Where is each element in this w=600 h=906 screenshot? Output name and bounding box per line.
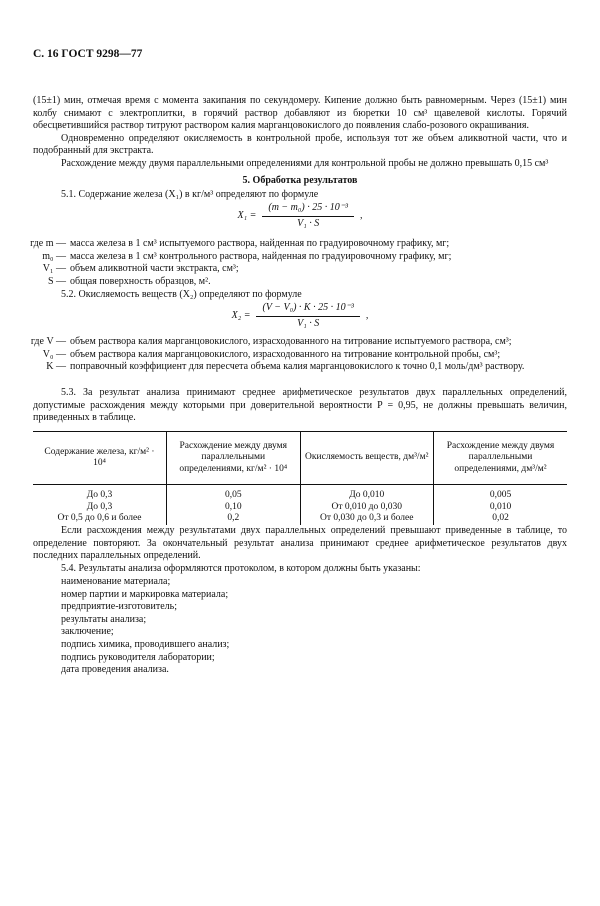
list-item: заключение; (61, 626, 114, 638)
formula-denominator: V₁ · S (297, 317, 320, 329)
def-term: m₀ — (42, 250, 66, 262)
formula-x2 (33, 302, 567, 330)
table-cell: 0,02 (434, 513, 568, 525)
paragraph: Расхождение между двумя параллельными определениями для контрольной пробы не должно превышать 0,15 см³ (61, 157, 549, 169)
formula-tail: , (365, 309, 369, 321)
table-row (33, 513, 567, 525)
table-cell: До 0,3 (86, 501, 113, 512)
intro-text (33, 95, 567, 171)
table-cell: 0,05 (167, 485, 301, 502)
protocol-list (33, 576, 595, 677)
tolerance-table (33, 431, 567, 525)
formula-numerator: (V − V₀) · K · 25 · 10⁻³ (256, 302, 359, 317)
def-term: где m — (30, 238, 66, 249)
def-term: V₀ — (42, 348, 66, 360)
def-text: объем раствора калия марганцовокислого, израсходованного на титрование испытуемого раствора, см³; (70, 336, 512, 347)
page-header: С. 16 ГОСТ 9298—77 (33, 48, 143, 60)
list-item: предприятие-изготовитель; (61, 601, 178, 613)
list-item: результаты анализа; (61, 613, 147, 625)
list-item: дата проведения анализа. (61, 664, 169, 676)
table-cell: От 0,5 до 0,6 и более (57, 513, 142, 523)
formula-lhs: X₁ = (237, 209, 257, 221)
table-row (33, 485, 567, 502)
table-cell: 0,2 (167, 513, 301, 525)
list-item: подпись химика, проводившего анализ; (61, 638, 230, 650)
list-item: наименование материала; (61, 576, 171, 587)
section-title: 5. Обработка результатов (242, 175, 358, 186)
table-cell: От 0,010 до 0,030 (300, 502, 434, 514)
def-text: общая поверхность образцов, м². (70, 275, 211, 287)
table-cell: До 0,3 (86, 490, 113, 500)
table-cell: До 0,010 (300, 485, 434, 502)
formula-tail: , (359, 209, 363, 221)
after-table-paragraph: Если расхождения между результатами двух параллельных определений превышают приведенные в таблице, то определение повторяют. За окончательный результат анализа принимают среднее арифметическое результатов двух последних параллельных определений. (33, 525, 567, 562)
table-header: Окисляемость веществ, дм³/м² (300, 432, 434, 485)
table-cell: 0,010 (434, 502, 568, 514)
table-header: Содержание железа, кг/м² · 10⁴ (33, 432, 167, 485)
def-text: масса железа в 1 см³ испытуемого раствора, найденная по градуировочному графику, мг; (70, 238, 450, 249)
def-term: V₁ — (42, 263, 66, 275)
formula-denominator: V₁ · S (297, 217, 320, 229)
paragraph: (15±1) мин, отмечая время с момента закипания по секундомеру. Кипение должно быть равномерным. Через (15±1) мин колбу снимают с электроплитки, в горячий раствор добавляют из бюретки 10 см³ щавелевой кислоты. Горячий обесцветившийся раствор титруют раствором калия марганцовокислого до появления слабо-розового окрашивания. (33, 95, 567, 132)
def-term: K — (46, 361, 66, 373)
def-text: объем раствора калия марганцовокислого, израсходованного на титрование контрольной пробы, см³; (70, 348, 501, 360)
definitions-2 (22, 336, 567, 374)
def-term: где V — (30, 336, 66, 347)
table-header: Расхождение между двумя параллельными определениями, кг/м² · 10⁴ (167, 432, 301, 485)
formula-lhs: X₂ = (231, 309, 251, 321)
formula-x1 (33, 202, 567, 230)
clause-5-2: 5.2. Окисляемость веществ (X₂) определяют по формуле (61, 289, 302, 300)
def-text: объем аликвотной части экстракта, см³; (70, 263, 239, 275)
clause-5-3: 5.3. За результат анализа принимают среднее арифметическое результатов двух параллельных определений, допустимые расхождения между которыми при доверительной вероятности P = 0,95, не должны превышать величин, приведенных в таблице. (33, 387, 567, 424)
def-text: масса железа в 1 см³ контрольного раствора, найденная по градуировочному графику, мг; (70, 250, 452, 262)
def-term: S — (47, 275, 66, 287)
table-header: Расхождение между двумя параллельными определениями, дм³/м² (434, 432, 568, 485)
formula-numerator: (m − m₀) · 25 · 10⁻³ (262, 202, 354, 217)
table-cell: 0,005 (434, 485, 568, 502)
definitions-1 (22, 238, 567, 288)
paragraph: Одновременно определяют окисляемость в контрольной пробе, используя тот же объем аликвотной части, что и подобранный для экстракта. (33, 132, 567, 157)
table-cell: От 0,030 до 0,3 и более (300, 513, 434, 525)
clause-5-4: 5.4. Результаты анализа оформляются протоколом, в котором должны быть указаны: (61, 563, 421, 574)
clause-5-1: 5.1. Содержание железа (X₁) в кг/м³ определяют по формуле (61, 189, 319, 200)
def-text: поправочный коэффициент для пересчета объема калия марганцовокислого к точно 0,1 моль/дм³ раствору. (70, 361, 525, 373)
table-cell: 0,10 (167, 502, 301, 514)
list-item: подпись руководителя лаборатории; (61, 651, 215, 663)
list-item: номер партии и маркировка материала; (61, 588, 229, 600)
table-row (33, 502, 567, 514)
